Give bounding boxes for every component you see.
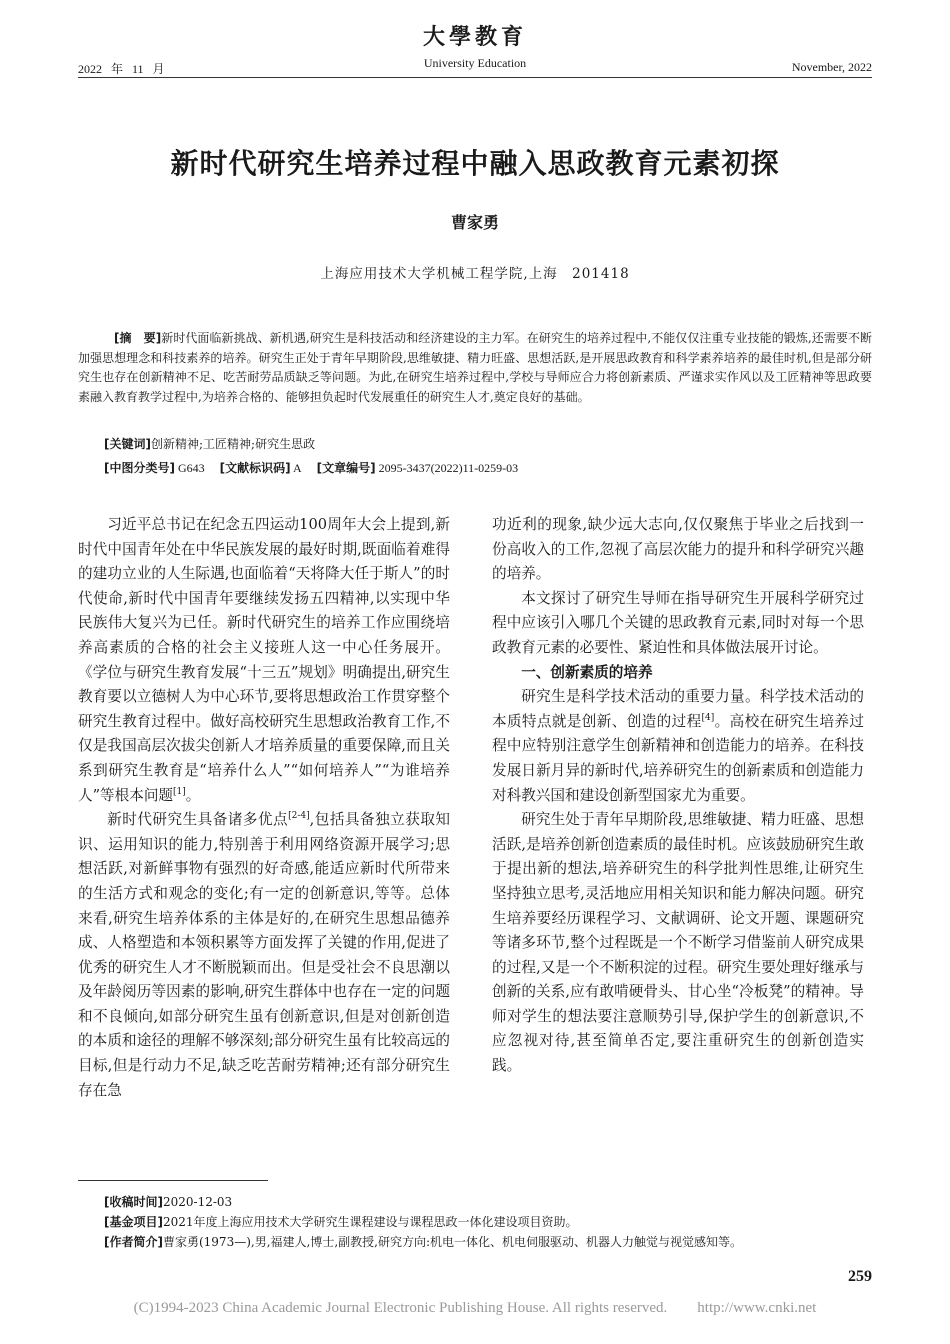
journal-english-name: University Education	[423, 56, 527, 70]
keywords	[104, 435, 315, 452]
journal-logo: 大學教育	[422, 24, 527, 50]
footnote-divider	[78, 1180, 268, 1181]
classification-line	[104, 459, 530, 476]
fund-label: [基金项目]	[104, 1215, 163, 1229]
author-affiliation: 上海应用技术大学机械工程学院,上海 201418	[320, 266, 630, 282]
body-paragraph	[78, 808, 450, 1103]
body-paragraph	[492, 685, 864, 808]
paragraph-text: ,包括具备独立获取知识、运用知识的能力,特别善于利用网络资源开展学习;思想活跃,对新鲜事物有强烈的好奇感,能适应新时代所带来的生活方式和观念的变化;有一定的创新意识,等等。总体来看,研究生培养体系的主体是好的,在研究生思想品德养成、人格塑造和本领积累等方面发挥了关键的作用,促进了优秀的研究生人才不断脱颖而出。但是受社会不良思潮以及年龄阅历等因素的影响,研究生群体中也存在一定的问题和不良倾向,如部分研究生虽有创新意识,但是对创新创造的本质和途径的理解不够深刻;部分研究生虽有比较高远的目标,但是行动力不足,缺乏吃苦耐劳精神;还有部分研究生存在急	[78, 811, 450, 1099]
body-paragraph: 研究生处于青年早期阶段,思维敏捷、精力旺盛、思想活跃,是培养创新创造素质的最佳时机。应该鼓励研究生敢于提出新的想法,培养研究生的科学批判性思维,让研究生坚持独立思考,灵活地应用相关知识和能力解决问题。研究生培养要经历课程学习、文献调研、论文开题、课题研究等诸多环节,整个过程既是一个不断学习借鉴前人研究成果的过程,又是一个不断积淀的过程。研究生要处理好继承与创新的关系,应有敢啃硬骨头、甘心坐“冷板凳”的精神。导师对学生的想法要注意顺势引导,保护学生的创新意识,不应忽视对待,甚至简单否定,要注重研究生的创新创造实践。	[492, 811, 864, 1075]
paper-title: 新时代研究生培养过程中融入思政教育元素初探	[170, 147, 780, 180]
body-paragraph: 本文探讨了研究生导师在指导研究生开展科学研究过程中应该引入哪几个关键的思政教育元素,同时对每一个思政教育元素的必要性、紧迫性和具体做法展开讨论。	[492, 589, 864, 656]
citation[interactable]: [2-4]	[288, 811, 310, 822]
body-paragraph	[78, 513, 450, 808]
abstract-label: [摘 要]	[114, 331, 162, 345]
header-divider	[78, 77, 872, 78]
page-number: 259	[848, 1268, 872, 1285]
body-paragraph-continued: 功近利的现象,缺少远大志向,仅仅聚焦于毕业之后找到一份高收入的工作,忽视了高层次能力的提升和科学研究兴趣的培养。	[492, 516, 864, 583]
article-number-value: 2095-3437(2022)11-0259-03	[378, 461, 519, 475]
clc-value: G643	[177, 461, 205, 475]
citation[interactable]: [1]	[173, 786, 186, 797]
keywords-label: [关键词]	[104, 437, 151, 451]
body-column-left	[78, 513, 450, 1103]
paragraph-text: 。高校在研究生培养过程中应特别注意学生创新精神和创造能力的培养。在科技发展日新月异的新时代,培养研究生的创新素质和创造能力对科教兴国和建设创新型国家尤为重要。	[492, 712, 864, 804]
paragraph-text: 研究生是科学技术活动的重要力量。科学技术活动的本质特点就是创新、创造的过程	[492, 688, 864, 730]
keywords-text: 创新精神;工匠精神;研究生思政	[150, 437, 316, 451]
received-date: 2020-12-03	[162, 1195, 233, 1209]
section-heading: 一、创新素质的培养	[521, 663, 653, 681]
clc-label: [中图分类号]	[104, 461, 175, 475]
received-label: [收稿时间]	[104, 1195, 163, 1209]
paragraph-text: 新时代研究生具备诸多优点	[107, 811, 289, 829]
article-number-label: [文章编号]	[316, 461, 376, 475]
issue-date-cn: 2022 年 11 月	[78, 62, 165, 76]
issue-date-en: November, 2022	[791, 60, 872, 74]
paragraph-text: 习近平总书记在纪念五四运动100周年大会上提到,新时代中国青年处在中华民族发展的最好时期,既面临着难得的建功立业的人生际遇,也面临着“天将降大任于斯人”的时代使命,新时代中国青年要继续发扬五四精神,以实现中华民族伟大复兴为已任。新时代研究生的培养工作应围绕培养高素质的合格的社会主义接班人这一中心任务展开。《学位与研究生教育发展“十三五”规划》明确提出,研究生教育要以立德树人为中心环节,要将思想政治工作贯穿整个研究生教育过程中。做好高校研究生思想政治教育工作,不仅是我国高层次拔尖创新人才培养质量的重要保障,而且关系到研究生教育是“培养什么人”“如何培养人”“为谁培养人”等根本问题	[78, 516, 450, 804]
fund-text: 2021年度上海应用技术大学研究生课程建设与课程思政一体化建设项目资助。	[162, 1215, 578, 1229]
author-info-label: [作者简介]	[104, 1235, 163, 1249]
citation[interactable]: [4]	[701, 712, 715, 723]
footnote-received	[104, 1193, 232, 1210]
author-name: 曹家勇	[450, 213, 499, 232]
author-info-text: 曹家勇(1973—),男,福建人,博士,副教授,研究方向:机电一体化、机电伺服驱动、机器人力触觉与视觉感知等。	[162, 1235, 743, 1249]
copyright-notice: (C)1994-2023 China Academic Journal Electronic Publishing House. All rights reserved. http://www.cnki.net	[133, 1300, 817, 1316]
footnote-fund	[104, 1213, 578, 1230]
body-column-right	[492, 513, 864, 1079]
paragraph-end: 。	[185, 786, 201, 804]
abstract	[78, 329, 872, 407]
doc-code-label: [文献标识码]	[219, 461, 291, 475]
abstract-text: 新时代面临新挑战、新机遇,研究生是科技活动和经济建设的主力军。在研究生的培养过程中,不能仅仅注重专业技能的锻炼,还需要不断加强思想理念和科技素养的培养。研究生正处于青年早期阶段,思维敏捷、精力旺盛、思想活跃,是开展思政教育和科学素养培养的最佳时机,但是部分研究生也存在创新精神不足、吃苦耐劳品质缺乏等问题。为此,在研究生培养过程中,学校与导师应合力将创新素质、严谨求实作风以及工匠精神等思政要素融入教育教学过程中,为培养合格的、能够担负起时代发展重任的研究生人才,奠定良好的基础。	[78, 331, 872, 404]
footnote-author	[104, 1233, 742, 1250]
doc-code-value: A	[292, 461, 302, 475]
